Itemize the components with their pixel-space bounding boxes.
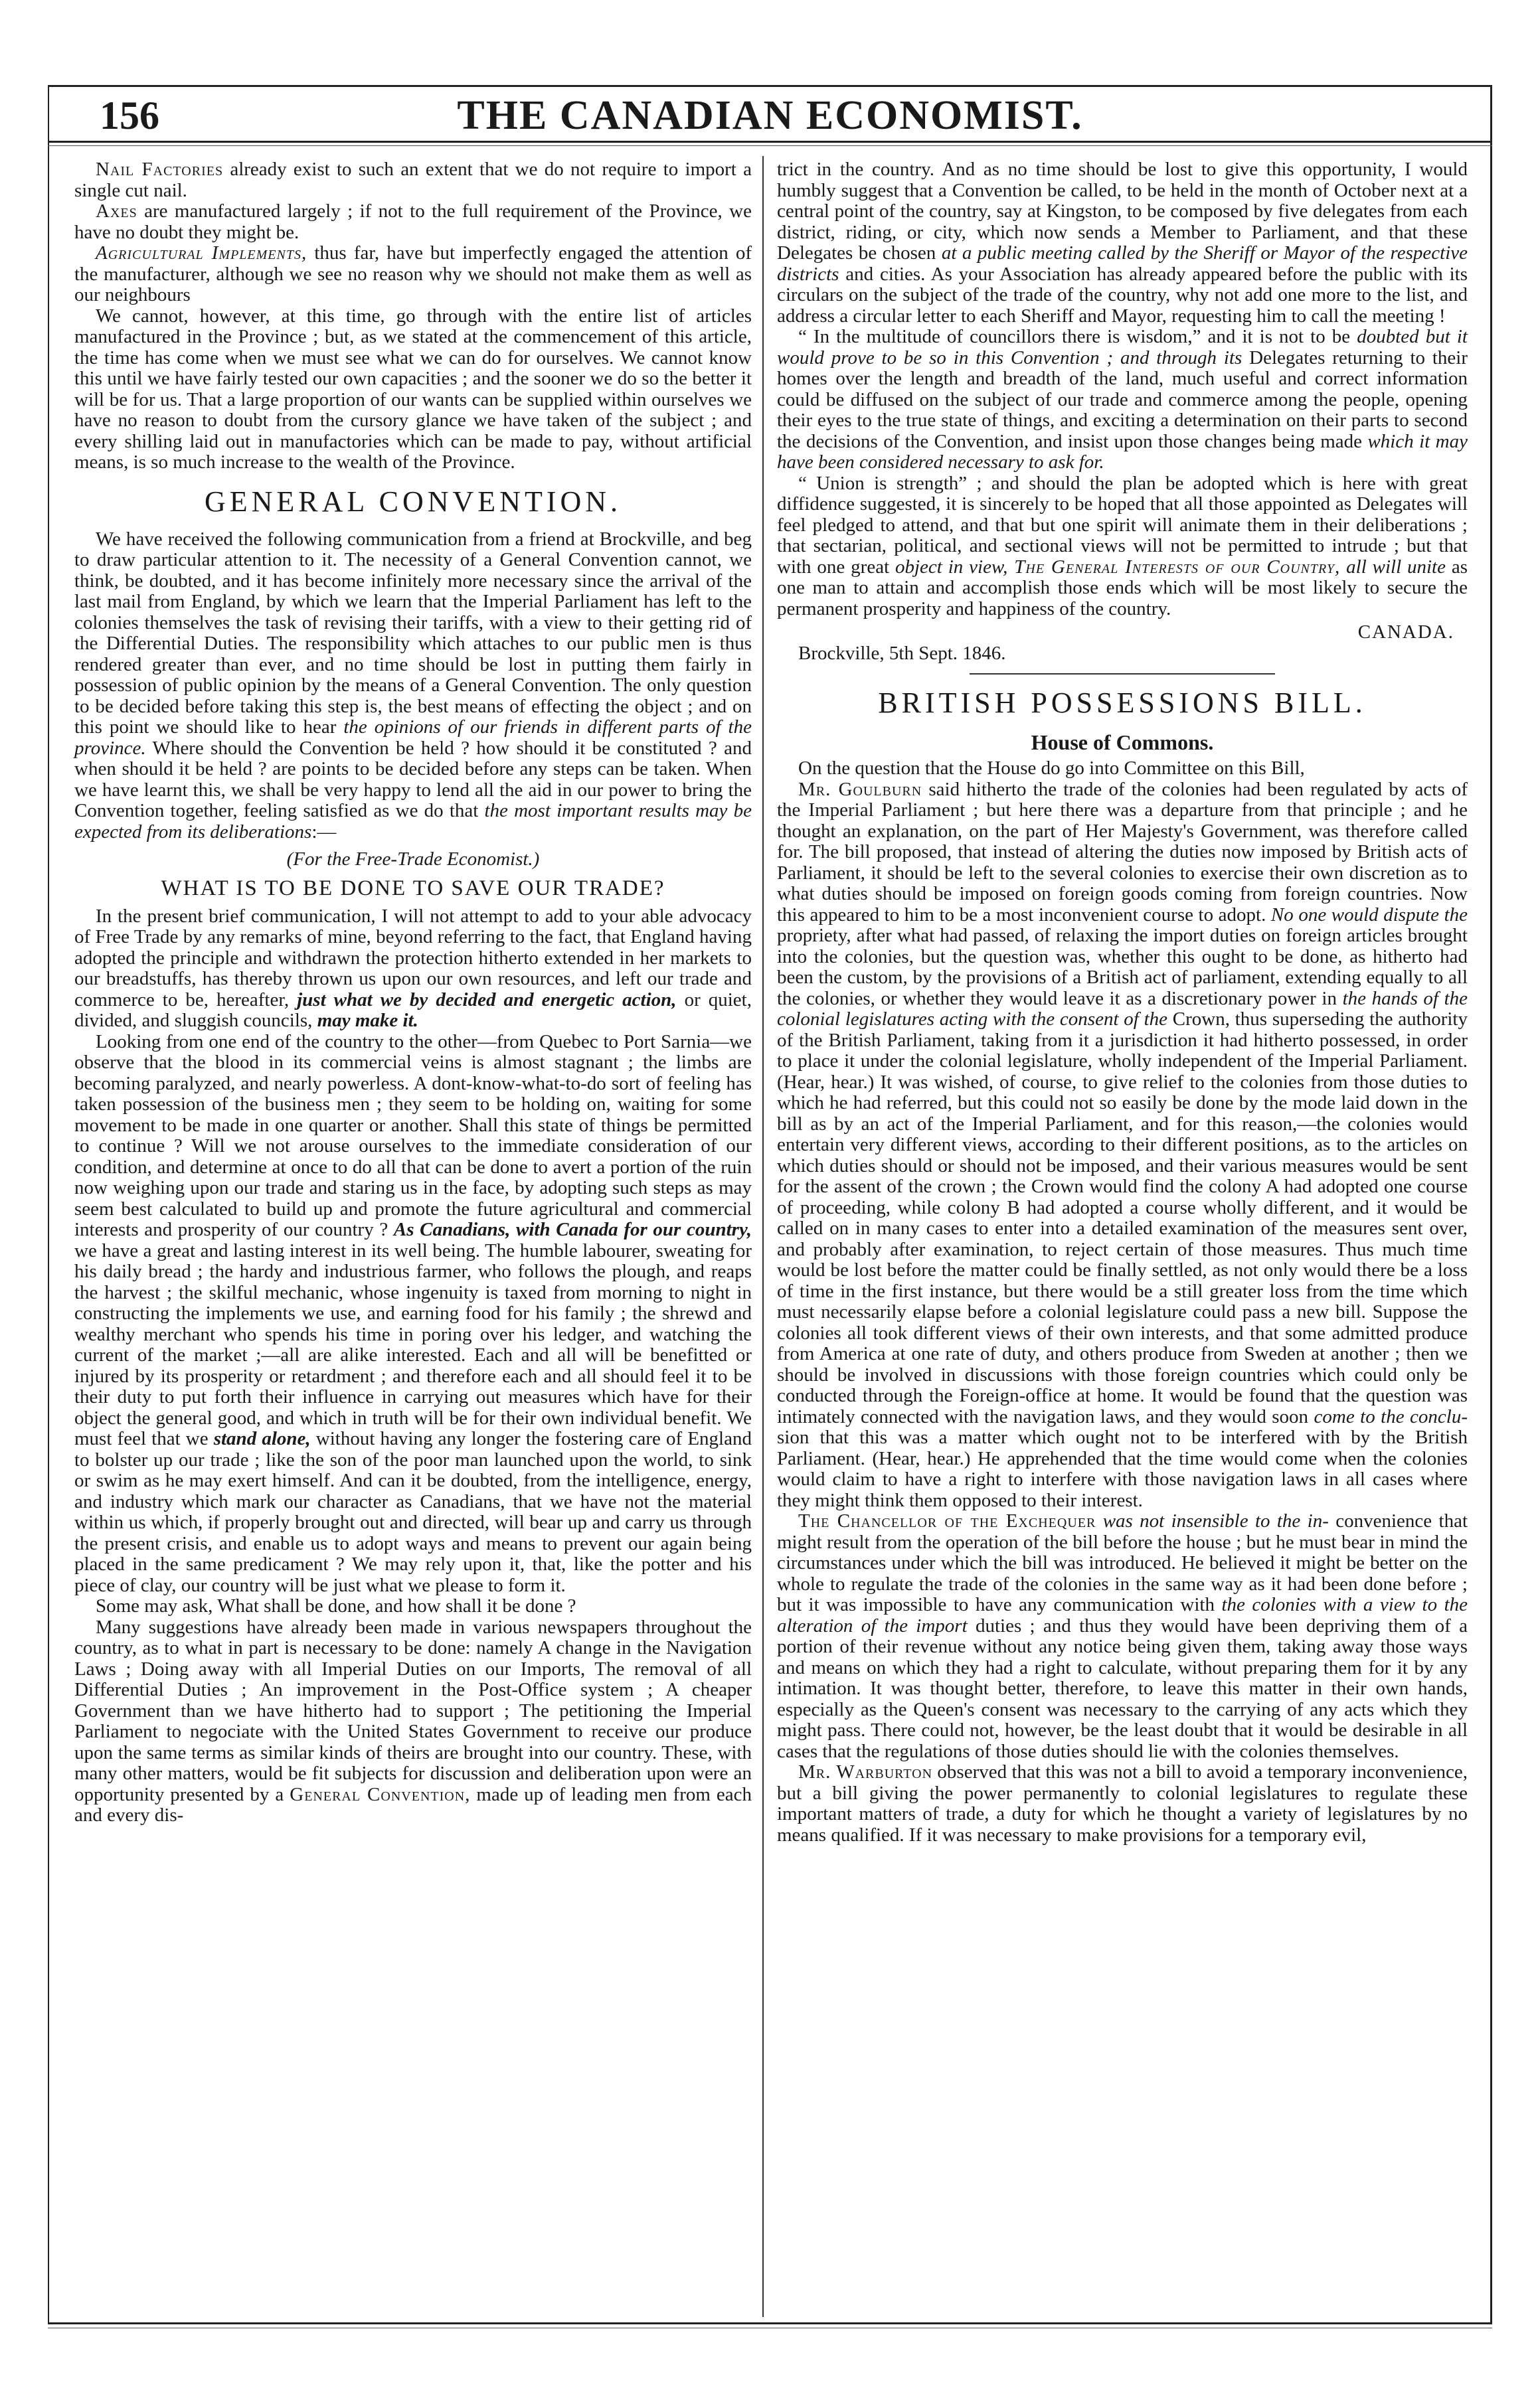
paragraph-text: “ Union is strength” ; and should the plan be adopted which is here with great diffidence suggested, it is sincerely to be hoped that all those appointed as Delegates will feel pledged to attend, and that but one spirit will animate them in their deliberations ; that sectarian, political, and sectional views will not be permitted to intrude ; but that with one great <box>777 472 1468 578</box>
paragraph-text: thus far, have but imperfectly engaged the attention of the manufacturer, although we see no reason why we should not make them as well as our neighbours <box>74 242 752 305</box>
running-title: THE CANADIAN ECONOMIST. <box>457 93 1083 138</box>
italic-phrase: the opinions of our friends in different parts of the province. <box>74 716 752 759</box>
italic-phrase: just what we by decided and energetic action, <box>297 989 677 1010</box>
italic-phrase: No one would dispute the <box>1270 904 1468 925</box>
paragraph-many-suggestions <box>74 1617 752 1826</box>
header-top-rule <box>48 85 1492 87</box>
paragraph-text: Where should the Convention be held ? how should it be constituted ? and when should it be held ? are points to be decided before any steps can be taken. When we have learnt this, we shall be very happy to lend all the aid in our power to bring the Convention together, feeling satisfied as we do that <box>74 737 752 821</box>
paragraph-text: In the present brief communication, I will not attempt to add to your able advocacy of Free Trade by any remarks of mine, beyond referring to the fact, that England having adopted the principle and withdrawn the protection hitherto extended in her markets to our breadstuffs, has thereby thrown us upon our own resources, and left our trade and commerce to be, hereafter, <box>74 905 752 1010</box>
italic-phrase: at a public meeting called by the Sheriff or Mayor of the respective districts <box>777 242 1468 285</box>
paragraph-text: :— <box>311 821 337 843</box>
paragraph-looking <box>74 1032 752 1597</box>
right-column <box>777 159 1468 1846</box>
paragraph-question: On the question that the House do go into Committee on this Bill, <box>798 758 1305 779</box>
paragraph-text: already exist to such an extent that we do not require to import a single cut nail. <box>74 159 752 201</box>
page-number: 156 <box>100 94 159 137</box>
paragraph-text: duties ; and thus they would have been depriving them of a portion of their revenue without any notice being given them, taking away those ways and means on which they had a right to calculate, without preparing them for it by any intimation. It was thought better, therefore, to leave this matter in their own hands, especially as the Queen's consent was necessary to the carrying of any acts which they might pass. There could not, however, be the least doubt that it would be desirable in all cases that the regulations of those duties should lie with the colonies themselves. <box>777 1615 1468 1762</box>
paragraph-nail-factories <box>74 159 752 201</box>
paragraph-agricultural <box>74 243 752 306</box>
paragraph-text: without having any longer the fostering care of England to bolster up our trade ; like the son of the poor man launched upon the world, to sink or swim as he may exert himself. And can it be doubted, from the intelligence, energy, and industry which mark our character as Canadians, that we have not the material within us which, if properly brought out and directed, will bear up and carry us through the present crisis, and enable us to adopt ways and means to prevent our again being placed in the same predicament ? We may rely upon it, that, like the potter and his piece of clay, our country will be just what we please to form it. <box>74 1428 752 1596</box>
footer-rule <box>48 2322 1492 2324</box>
italic-phrase: As Canadians, with Canada for our country, <box>393 1219 752 1240</box>
speaker-name: The Chancellor of the Exchequer <box>798 1510 1096 1532</box>
italic-phrase: the colonies with a view to the alteration of the import <box>777 1594 1468 1637</box>
italic-phrase: the most important results may be expected from its deliberations <box>74 800 752 843</box>
paragraph-text: said hitherto the trade of the colonies had been regulated by acts of the Imperial Parliament ; but here there was a departure from that principle ; and he thought an explanation, on the part of Her Majesty's Government, was therefore called for. The bill proposed, that instead of altering the duties now imposed by British acts of Parliament, it should be left to the several colonies to exercise their own discretion as to what duties should be imposed on foreign goods coming from foreign countries. Now this appeared to him to be a most inconvenient course to adopt. <box>777 778 1468 925</box>
paragraph-text: Delegates returning to their homes over the length and breadth of the land, much useful and correct information could be diffused on the subject of our trade and commerce among the people, opening their eyes to the true state of things, and exciting a determination on their parts to second the decisions of the Convention, and insist upon those changes being made <box>777 347 1468 452</box>
paragraph-text: sion that this was a matter which ought not to be interfered with by the British Parliament. (Hear, hear.) He apprehended that the time would come when the colonies would claim to have a right to interfere with those navigation laws in all cases where they might think them opposed to their interest. <box>777 1427 1468 1511</box>
left-frame-rule <box>48 86 49 2324</box>
paragraph-text: are manufactured largely ; if not to the full requirement of the Province, we have no doubt they might be. <box>74 201 752 243</box>
small-caps-phrase: General Convention, <box>290 1783 471 1805</box>
heading-what-is-to-be-done: WHAT IS TO BE DONE TO SAVE OUR TRADE? <box>161 876 665 900</box>
italic-phrase: which it may have been considered necessary to ask for. <box>777 430 1468 473</box>
paragraph-text: made up of leading men from each and every dis- <box>74 1783 752 1826</box>
heading-british-possessions-bill: BRITISH POSSESSIONS BILL. <box>878 686 1367 719</box>
paragraph-warburton <box>777 1762 1468 1846</box>
paragraph-text: We have received the following communication from a friend at Brockville, and beg to draw particular attention to it. The necessity of a General Convention cannot, we think, be doubted, and it has become infinitely more necessary since the arrival of the last mail from England, by which we learn that the Imperial Parliament has left to the colonies themselves the task of revising their tariffs, with a view to their getting rid of the Differential Duties. The responsibility which attaches to our public men is thus rendered greater than ever, and no time should be lost in putting them fairly in possession of public opinion by the means of a General Convention. The only question to be decided before taking this step is, the best means of effecting the object ; and on this point we should like to hear <box>74 528 752 738</box>
section-rule <box>970 673 1275 675</box>
header-bottom-thin-rule <box>48 145 1492 146</box>
paragraph-text: Looking from one end of the country to the other—from Quebec to Port Sarnia—we observe that the blood in its commercial veins is almost stagnant ; the limbs are becoming paralyzed, and nearly powerless. A dont-know-what-to-do sort of feeling has taken possession of the business men ; they seem to be holding on, waiting for some movement to be made in one quarter or another. Shall this state of things be permitted to continue ? Will we not arouse ourselves to the immediate consideration of our condition, and determine at once to do all that can be done to avert a portion of the ruin now weighing upon our trade and staring us in the face, by adopting such steps as may seem best calculated to build up and promote the future agricultural and commercial interests and prosperity of our country ? <box>74 1030 752 1240</box>
paragraph-text: convenience that might result from the operation of the bill before the house ; but he must bear in mind the circumstances under which the bill was introduced. He believed it might be better on the whole to regulate the trade of the colonies in the same way as it had been done before ; but it was impossible to have any communication with <box>777 1510 1468 1615</box>
italic-phrase: stand alone, <box>213 1428 311 1449</box>
italic-phrase: come to the conclu- <box>1314 1405 1468 1427</box>
lead-phrase: Nail Factories <box>96 159 224 180</box>
dateline: Brockville, 5th Sept. 1846. <box>798 642 1006 664</box>
paragraph-text: as one man to attain and accomplish those ends which will be most likely to secure the permanent prosperity and happiness of the country. <box>777 556 1468 619</box>
paragraph-union <box>777 473 1468 620</box>
heading-general-convention: GENERAL CONVENTION. <box>204 485 622 518</box>
paragraph-text: Many suggestions have already been made in various newspapers throughout the country, as to what in part is necessary to be done: namely A change in the Navigation Laws ; Doing away with all Imperial Duties on our Imports, The removal of all Differential Duties ; An improvement in the Post-Office system ; A cheaper Government than we have hitherto had to support ; The petitioning the Imperial Parliament to negociate with the United States Government to receive our produce upon the same terms as similar kinds of theirs are brought into our country. These, with many other matters, would be fit subjects for discussion and deliberation upon were an opportunity presented by a <box>74 1616 752 1805</box>
lead-phrase: Agricultural Implements, <box>96 242 307 264</box>
paragraph-text: or quiet, divided, and sluggish councils, <box>74 989 752 1031</box>
paragraph-trict <box>777 159 1468 327</box>
paragraph-text: “ In the multitude of councillors there is wisdom,” and it is not to be <box>798 326 1357 347</box>
header-bottom-rule <box>48 141 1492 143</box>
right-frame-rule <box>1490 86 1492 2324</box>
left-column <box>74 159 752 1826</box>
subheading-house-of-commons: House of Commons. <box>1031 730 1214 754</box>
paragraph-text: propriety, after what had passed, of relaxing the import duties on foreign articles brought into the colonies, but the question was, whether this ought to be done, as hitherto had been the custom, by the provisions of a British act of parliament, extending equally to all the colonies, or whether they would leave it as a discretionary power in <box>777 925 1468 1009</box>
speaker-name: Mr. Warburton <box>798 1761 933 1783</box>
paragraph-present-brief <box>74 906 752 1032</box>
italic-phrase: the hands of the colonial legislatures acting with the consent of the <box>777 987 1468 1030</box>
paragraph-some-may-ask: Some may ask, What shall be done, and how shall it be done ? <box>96 1595 576 1617</box>
paragraph-text: observed that this was not a bill to avoid a temporary inconvenience, but a bill giving the power permanently to colonial legislatures to regulate these important matters of trade, a duty for which he thought a variety of legislatures by no means qualified. If it was necessary to make provisions for a temporary evil, <box>777 1761 1468 1846</box>
signature: CANADA. <box>1357 621 1454 643</box>
column-divider <box>762 156 764 2317</box>
paragraph-text: trict in the country. And as no time should be lost to give this opportunity, I would humbly suggest that a Convention be called, to be held in the month of October next at a central point of the country, say at Kingston, to be composed by five delegates from each district, riding, or city, which now sends a Member to Parliament, and that these Delegates be chosen <box>777 159 1468 264</box>
lead-phrase: Axes <box>96 201 137 222</box>
italic-phrase: all will unite <box>1340 556 1446 578</box>
paragraph-we-have-received <box>74 529 752 843</box>
paragraph-text: we have a great and lasting interest in its well being. The humble labourer, sweating for his daily bread ; the hardy and industrious farmer, who follows the plough, and reaps the harvest ; the skilful mechanic, whose ingenuity is taxed from morning to night in constructing the implements we use, and earning food for his family ; the shrewd and wealthy merchant who spends his time in poring over his ledger, and watching the current of the market ;—all are alike interested. Each and all will be benefitted or injured by its prosperity or retardment ; and therefore each and all should feel it to be their duty to put forth their influence in carrying out measures which have for their object the general good, and which in truth will be for their own individual benefit. We must feel that we <box>74 1240 752 1449</box>
italic-phrase: object in view, <box>895 556 1008 578</box>
italic-phrase: doubted but it would prove to be so in this Convention ; and through its <box>777 326 1468 368</box>
italic-phrase: was not insensible to the in- <box>1096 1510 1329 1532</box>
paragraph-multitude <box>777 327 1468 473</box>
attribution: (For the Free-Trade Economist.) <box>286 848 540 870</box>
paragraph-axes <box>74 201 752 243</box>
paragraph-chancellor <box>777 1511 1468 1762</box>
speaker-name: Mr. Goulburn <box>798 778 922 800</box>
paragraph-we-cannot: We cannot, however, at this time, go through with the entire list of articles manufactured in the Province ; but, as we stated at the commencement of this article, the time has come when we must see what we can do for ourselves. We cannot know this until we have fairly tested our own capacities ; and the sooner we do so the better it will be for us. That a large proportion of our wants can be supplied within ourselves we have no reason to doubt from the cursory glance we have taken of the subject ; and every shilling laid out in manufactories which can be made to pay, without artificial means, is so much increase to the wealth of the Province. <box>74 305 752 473</box>
paragraph-text: Crown, thus superseding the authority of the British Parliament, taking from it a jurisdiction it had hitherto possessed, in order to place it under the colonial legislature, wholly independent of the Imperial Parliament. (Hear, hear.) It was wished, of course, to give relief to the colonies from those duties to which he had referred, but this could not so easily be done by the mode laid down in the bill as by an act of the Imperial Parliament, and for this reason,—the colonies would entertain very different views, according to their different positions, as to the articles on which duties should or should not be imposed, and their various measures would be sent for the assent of the crown ; the Crown would find the colony A had adopted one course of proceeding, while colony B had adopted a course wholly different, and it would be called on in many cases to enter into a detailed examination of the measures sent over, and probably after examination, to reject certain of those measures. Thus much time would be lost before the matter could be finally settled, as not only would there be a loss of time in the first instance, but there would be a still greater loss from the time which must necessarily elapse before a colonial legislature could pass a new bill. Suppose the colonies all took different views of their own interests, and that some admitted produce from America at one rate of duty, and others produce from Sweden at another ; then we should be involved in discussions with those foreign countries which could only be conducted through the Foreign-office at home. It would be found that the question was intimately connected with the navigation laws, and they would soon <box>777 1008 1468 1427</box>
paragraph-text: and cities. As your Association has already appeared before the public with its circulars on the subject of the trade of the country, why not add one more to the list, and address a circular letter to each Sheriff and Mayor, requesting him to call the meeting ! <box>777 263 1468 327</box>
small-caps-phrase: The General Interests of our Country, <box>1007 556 1341 578</box>
paragraph-goulburn <box>777 779 1468 1512</box>
italic-phrase: may make it. <box>317 1010 418 1031</box>
